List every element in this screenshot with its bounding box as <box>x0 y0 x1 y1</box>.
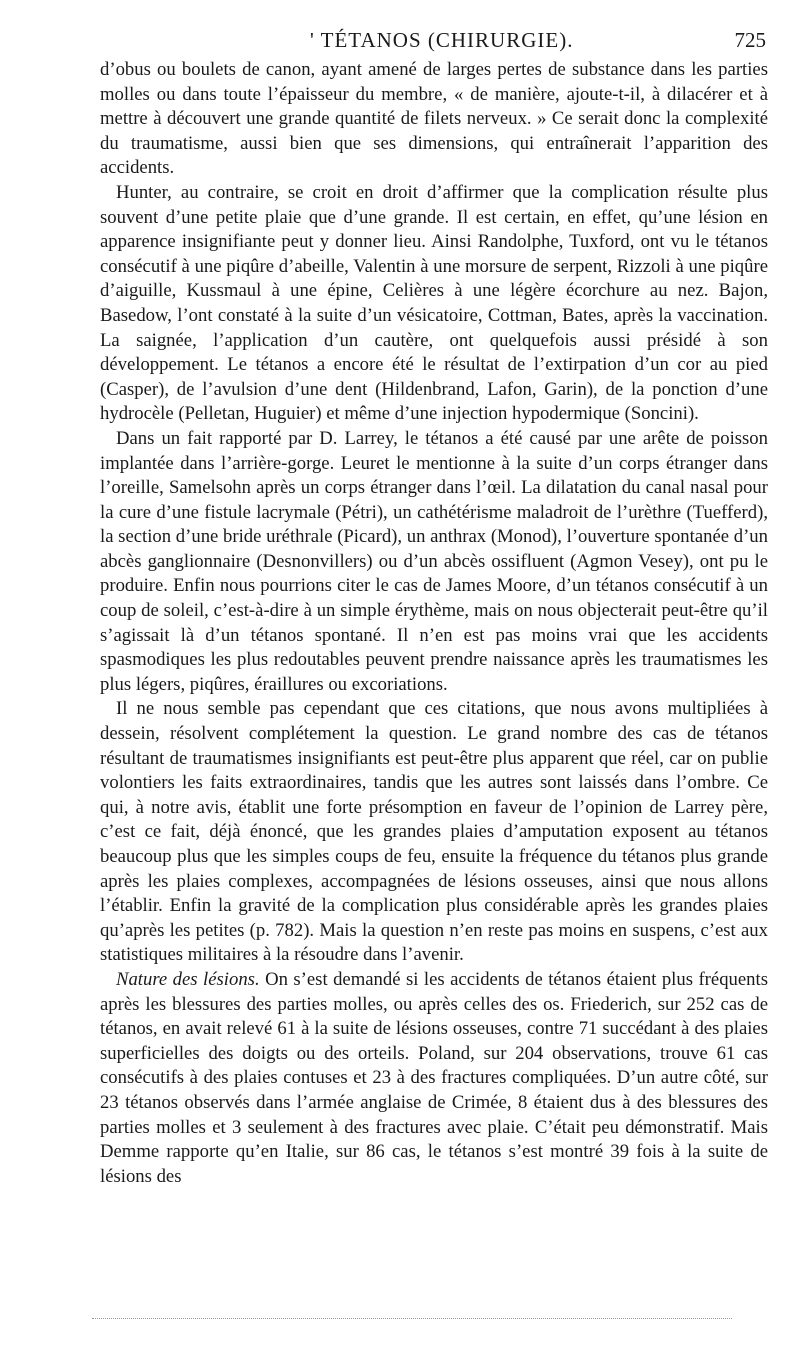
paragraph-text: Dans un fait rapporté par D. Larrey, le tétanos a été causé par une arête de poisson implantée dans l’arrière-gorge. Leuret le mentionne à la suite d’un corps étranger dans l’oreille, Samelsohn après un corps étranger dans l’œil. La dilatation du canal nasal pour la cure d’une fistule lacrymale (Pétri), un cathétérisme maladroit de l’urèthre (Tuefferd), la section d’une bride uréthrale (Picard), un anthrax (Monod), l’ouverture spontanée d’un abcès ganglionnaire (Desnonvillers) ou d’un abcès ossifluent (Agmon Vesey), ont pu le produire. Enfin nous pourrions citer le cas de James Moore, d’un tétanos consécutif à un coup de soleil, c’est-à-dire à un simple érythème, mais on nous objecterait peut-être qu’il s’agissait là d’un tétanos spontané. Il n’en est pas moins vrai que les accidents spasmodiques les plus redoutables peuvent prendre naissance après les traumatismes les plus légers, piqûres, éraillures ou excoriations. <box>100 427 768 695</box>
page-header <box>100 22 768 58</box>
paragraph-1 <box>100 58 768 181</box>
paragraph-5 <box>100 968 768 1189</box>
paragraph-text: Hunter, au contraire, se croit en droit d’affirmer que la complication résulte plus souvent d’une petite plaie que d’une grande. Il est certain, en effet, qu’une lésion en apparence insignifiante peut y donner lieu. Ainsi Randolphe, Tuxford, ont vu le tétanos consécutif à une piqûre d’abeille, Valentin à une morsure de serpent, Rizzoli à une piqûre d’aiguille, Kussmaul à une épine, Celières à une légère écorchure au nez. Bajon, Basedow, l’ont constaté à la suite d’un vésicatoire, Cottman, Bates, après la vaccination. La saignée, l’application d’un cautère, ont quelquefois aussi présidé à son développement. Le tétanos a encore été le résultat de l’extirpation d’un cor au pied (Casper), de l’avulsion d’une dent (Hildenbrand, Lafon, Garin), de la ponction d’une hydrocèle (Pelletan, Huguier) et même d’une injection hypodermique (Soncini). <box>100 181 768 425</box>
footer-dotted-rule <box>92 1318 732 1319</box>
paragraph-3 <box>100 427 768 698</box>
paragraph-4 <box>100 697 768 968</box>
paragraph-text: Il ne nous semble pas cependant que ces citations, que nous avons multipliées à dessein, résolvent complétement la question. Le grand nombre des cas de tétanos résultant de traumatismes insignifiants est peut-être plus apparent que réel, car on publie volontiers les faits extraordinaires, tandis que les autres sont laissés dans l’ombre. Ce qui, à notre avis, établit une forte présomption en faveur de l’opinion de Larrey père, c’est ce fait, déjà énoncé, que les grandes plaies d’amputation exposent au tétanos beaucoup plus que les simples coups de feu, ensuite la fréquence du tétanos plus grande après les plaies complexes, accompagnées de lésions osseuses, ainsi que nous allons l’établir. Enfin la gravité de la complication plus considérable après les grandes plaies qu’après les petites (p. 782). Mais la question n’en reste pas moins en suspens, c’est aux statistiques militaires à la résoudre dans l’avenir. <box>100 698 768 966</box>
section-lead-italic: Nature des lésions. <box>116 968 260 990</box>
running-title: ' TÉTANOS (CHIRURGIE). <box>310 28 574 52</box>
page-number: 725 <box>734 28 766 52</box>
paragraph-text: On s’est demandé si les accidents de tétanos étaient plus fréquents après les blessures des parties molles, ou après celles des os. Friederich, sur 252 cas de tétanos, en avait relevé 61 à la suite de lésions osseuses, contre 71 succédant à des plaies superficielles des doigts ou des orteils. Poland, sur 204 observations, trouve 61 cas consécutifs à des plaies contuses et 23 à des fractures compliquées. D’un autre côté, sur 23 tétanos observés dans l’armée anglaise de Crimée, 8 étaient dus à des blessures des parties molles et 3 seulement à des fractures avec plaie. C’était peu démonstratif. Mais Demme rapporte qu’en Italie, sur 86 cas, le tétanos s’est montré 39 fois à la suite de lésions des <box>100 968 768 1187</box>
paragraph-2 <box>100 181 768 427</box>
paragraph-text: d’obus ou boulets de canon, ayant amené de larges pertes de substance dans les parties molles ou dans toute l’épaisseur du membre, « de manière, ajoute-t-il, à dilacérer et à mettre à découvert une grande quantité de filets nerveux. » Ce serait donc la complexité du traumatisme, aussi bien que ses dimensions, qui entraînerait l’apparition des accidents. <box>100 59 768 179</box>
body-text <box>100 58 768 1189</box>
